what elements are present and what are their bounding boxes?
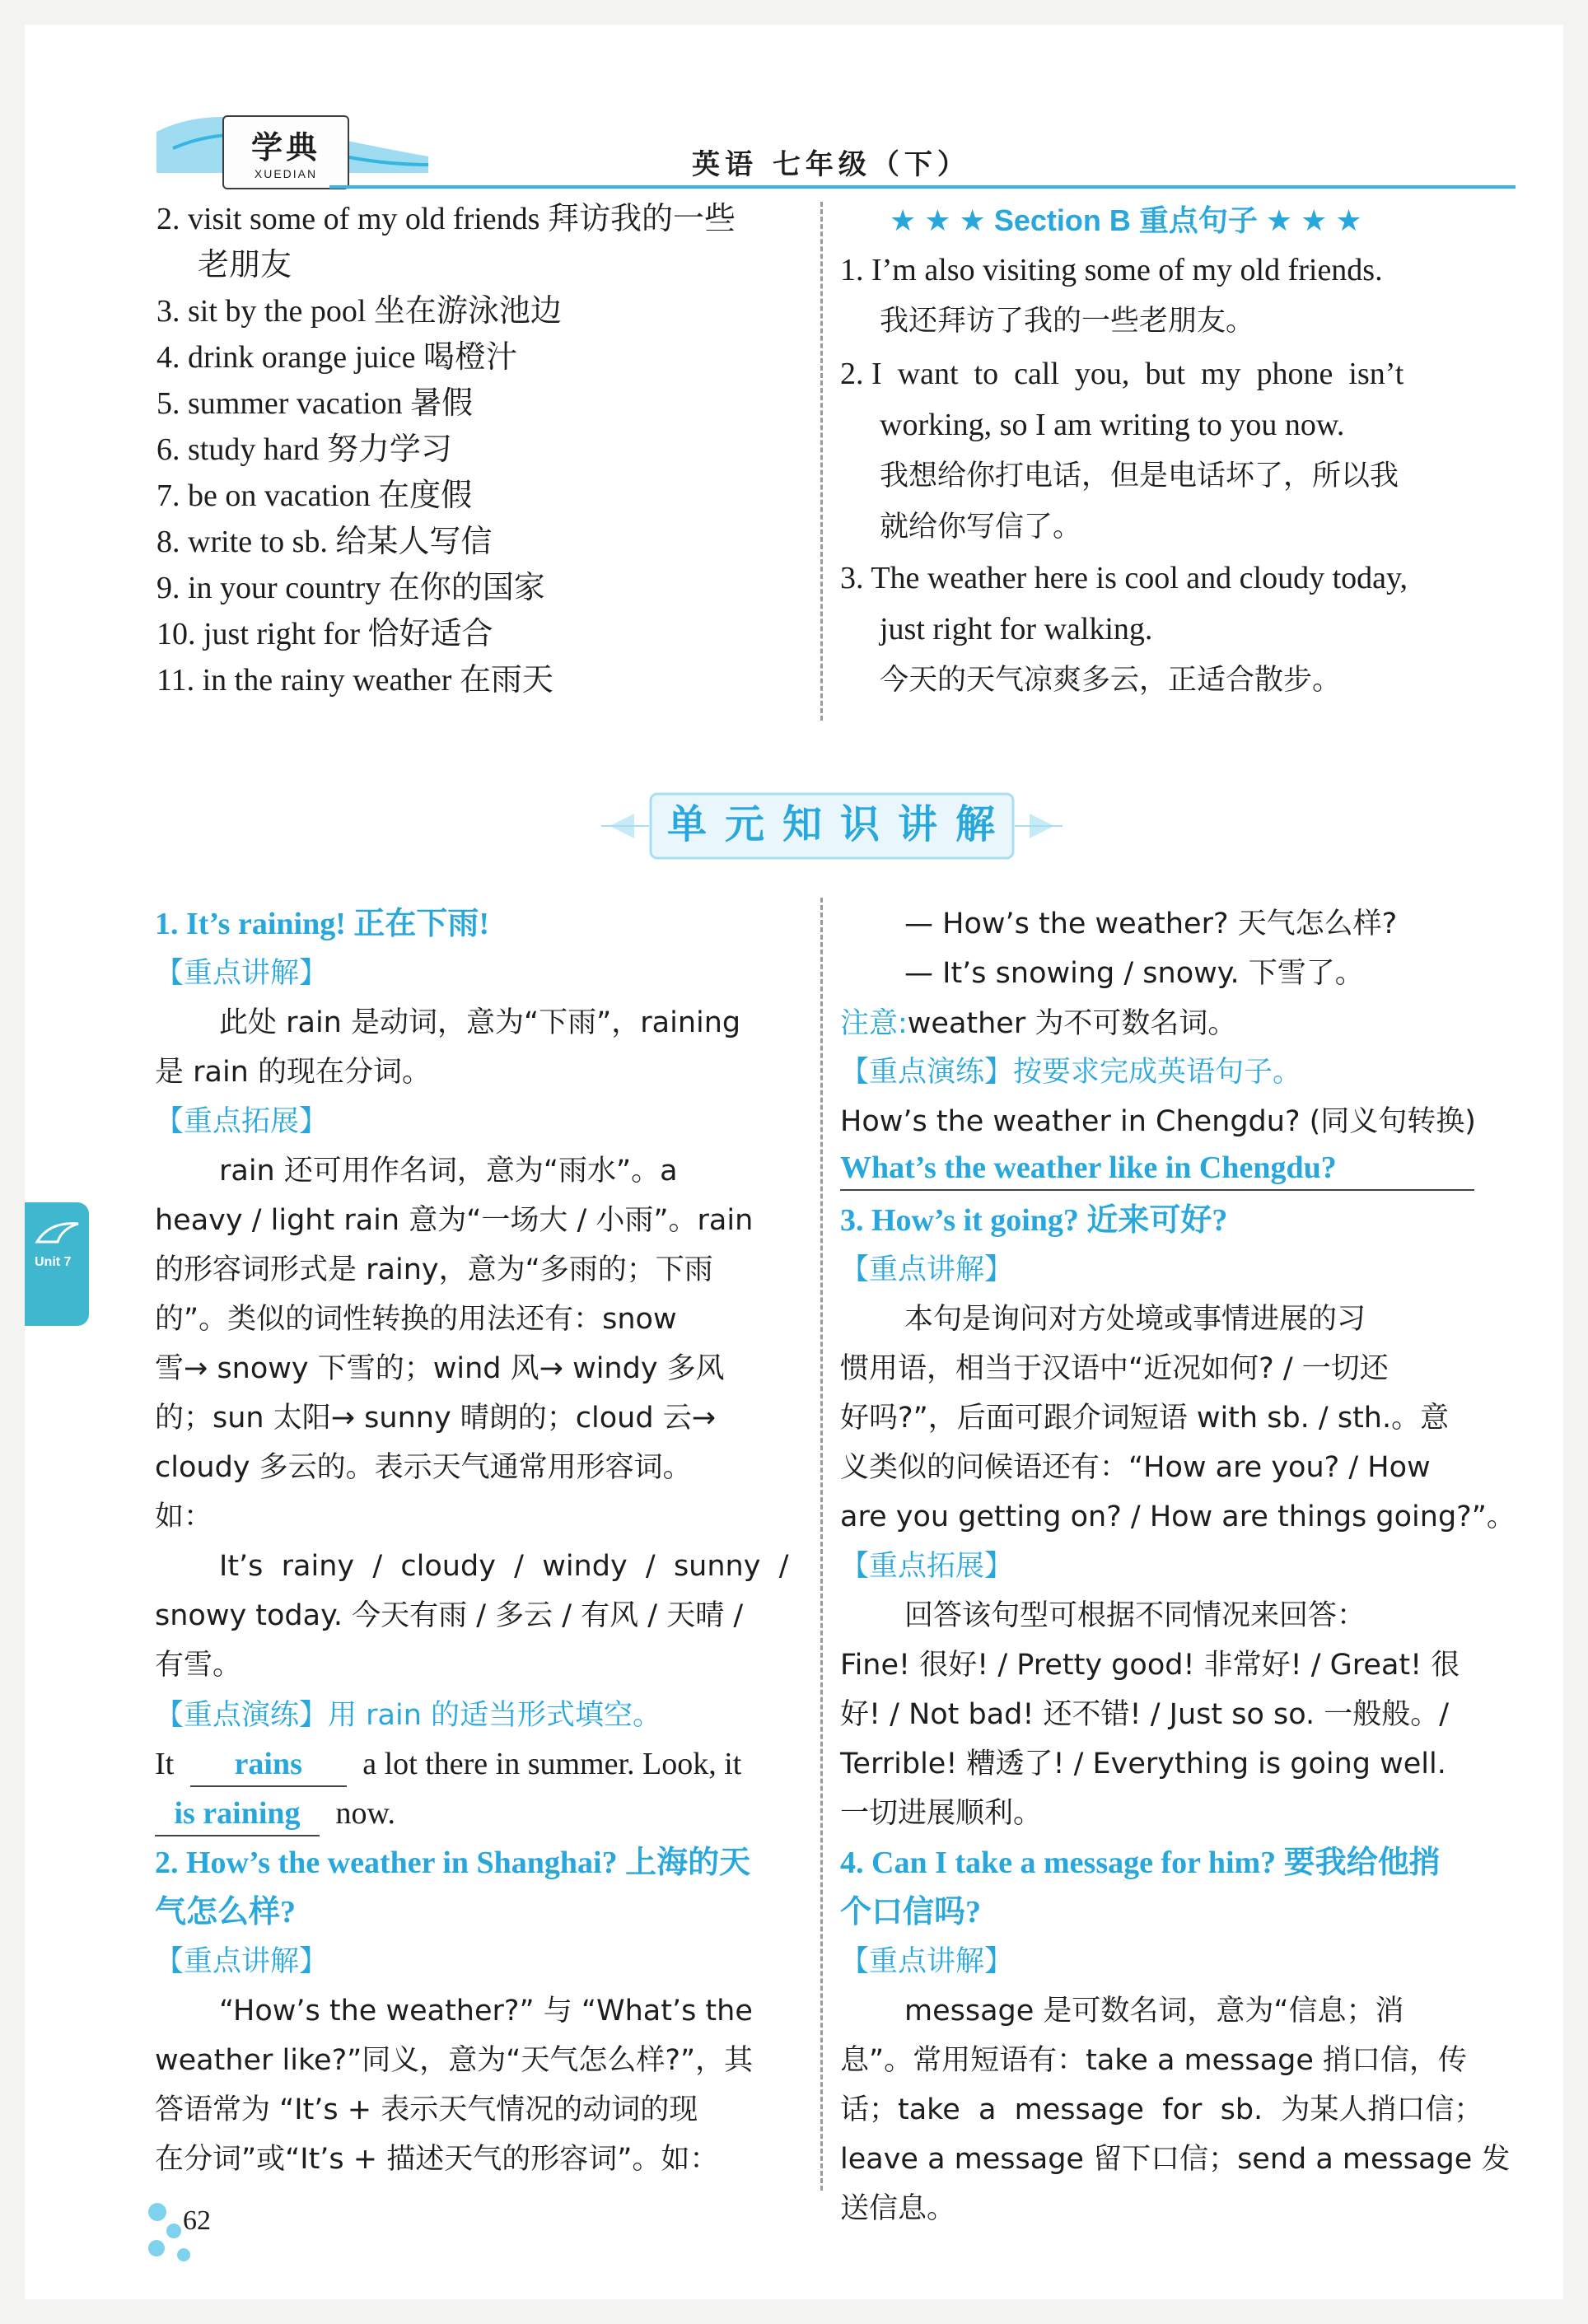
paragraph-line: 话；take a message for sb. 为某人捎口信；: [840, 2093, 1483, 2126]
label-key-extension: 【重点拓展】: [840, 1550, 1014, 1583]
paragraph-line: 的；sun 太阳→ sunny 晴朗的；cloud 云→: [155, 1402, 717, 1435]
phrase-item: 5. summer vacation 暑假: [156, 386, 474, 421]
header-rule: [329, 185, 1516, 189]
exercise-prompt: 用 rain 的适当形式填空。: [328, 1699, 662, 1732]
paragraph-line: 在分词”或“It’s + 描述天气的形容词”。如：: [155, 2143, 719, 2176]
label-key-practice: 【重点演练】按要求完成英语句子。: [840, 1056, 1302, 1089]
exercise-text: How’s the weather in Chengdu? (同义句转换): [840, 1105, 1476, 1138]
paragraph-line: message 是可数名词，意为“信息；消: [904, 1995, 1404, 2028]
paragraph-line: 答语常为 “It’s + 表示天气情况的动词的现: [155, 2093, 698, 2126]
book-title: 英语 七年级（下）: [692, 148, 970, 181]
label-key-explanation: 【重点讲解】: [840, 1945, 1014, 1978]
bottom-column-divider: [820, 898, 823, 2191]
point-heading: 气怎么样?: [155, 1895, 297, 1930]
example-line: snowy today. 今天有雨 / 多云 / 有风 / 天晴 /: [155, 1599, 744, 1632]
paragraph-line: 一切进展顺利。: [840, 1797, 1043, 1830]
paragraph-line: 的”。类似的词性转换的用法还有：snow: [155, 1303, 677, 1336]
label-key-explanation: 【重点讲解】: [840, 1253, 1014, 1286]
phrase-item: 9. in your country 在你的国家: [156, 571, 545, 605]
paragraph-line: weather like?”同义，意为“天气怎么样?”，其: [155, 2044, 754, 2077]
wing-icon: [33, 1217, 82, 1250]
label-key-practice: 【重点演练】: [155, 1699, 329, 1732]
paragraph-line: 的形容词形式是 rainy，意为“多雨的；下雨: [155, 1253, 713, 1286]
answer-blank-2: is raining: [155, 1792, 320, 1836]
phrase-item: 11. in the rainy weather 在雨天: [156, 663, 553, 698]
point-heading: 3. How’s it going? 近来可好?: [840, 1203, 1228, 1238]
paragraph-line: 如：: [155, 1500, 213, 1533]
paragraph-line: 好! / Not bad! 还不错! / Just so so. 一般般。/: [840, 1698, 1450, 1731]
paragraph-line: Fine! 很好! / Pretty good! 非常好! / Great! 很: [840, 1649, 1460, 1682]
phrase-item: 老朋友: [198, 248, 292, 282]
example-line: 有雪。: [155, 1649, 242, 1682]
sentence-translation: 我还拜访了我的一些老朋友。: [880, 305, 1255, 338]
phrase-item: 2. visit some of my old friends 拜访我的一些: [156, 202, 736, 236]
phrase-item: 10. just right for 恰好适合: [156, 617, 493, 651]
point-heading: 个口信吗?: [840, 1895, 982, 1930]
publisher-logo: 学典 XUEDIAN: [222, 115, 349, 189]
page-number: 62: [183, 2205, 211, 2236]
example-line: — How’s the weather? 天气怎么样?: [904, 908, 1398, 940]
exercise-line-1: [155, 1743, 741, 1787]
unit-label: Unit 7: [35, 1255, 72, 1269]
paragraph-line: 义类似的问候语还有：“How are you? / How: [840, 1451, 1431, 1484]
sentence-line: just right for walking.: [880, 612, 1153, 646]
paragraph-line: “How’s the weather?” 与 “What’s the: [219, 1995, 753, 2028]
sentence-translation: 我想给你打电话，但是电话坏了，所以我: [880, 460, 1399, 492]
paragraph-line: 回答该句型可根据不同情况来回答：: [904, 1599, 1366, 1632]
paragraph-line: leave a message 留下口信；send a message 发: [840, 2143, 1511, 2176]
label-key-explanation: 【重点讲解】: [155, 957, 329, 990]
paragraph-line: 本句是询问对方处境或事情进展的习: [904, 1303, 1366, 1336]
label-key-extension: 【重点拓展】: [155, 1105, 329, 1138]
page: [25, 25, 1563, 2299]
sentence-line: 1. I’m also visiting some of my old friends.: [840, 253, 1383, 287]
sentence-line: 2. I want to call you, but my phone isn’t: [840, 357, 1404, 391]
exercise-text: a lot there in summer. Look, it: [362, 1747, 742, 1781]
example-line: — It’s snowing / snowy. 下雪了。: [904, 957, 1364, 990]
paragraph-line: 好吗?”，后面可跟介词短语 with sb. / sth.。意: [840, 1402, 1450, 1435]
paragraph-line: 送信息。: [840, 2192, 956, 2225]
paragraph-line: 雪→ snowy 下雪的；wind 风→ windy 多风: [155, 1352, 725, 1385]
paragraph-line: 此处 rain 是动词，意为“下雨”，raining: [219, 1006, 741, 1039]
note-text: weather 为不可数名词。: [907, 1007, 1237, 1040]
phrase-item: 3. sit by the pool 坐在游泳池边: [156, 294, 562, 329]
sentence-line: 3. The weather here is cool and cloudy today,: [840, 561, 1408, 595]
answer-line: What’s the weather like in Chengdu?: [840, 1146, 1474, 1191]
point-heading: 4. Can I take a message for him? 要我给他捎: [840, 1846, 1441, 1880]
answer-blank-1: rains: [190, 1743, 347, 1787]
paragraph-line: 是 rain 的现在分词。: [155, 1056, 431, 1089]
unit-side-tab: [25, 1202, 89, 1326]
top-column-divider: [820, 202, 823, 721]
note-line: [840, 1001, 1236, 1045]
paragraph-line: rain 还可用作名词，意为“雨水”。a: [219, 1155, 678, 1188]
phrase-item: 8. write to sb. 给某人写信: [156, 525, 493, 559]
exercise-text: It: [155, 1747, 175, 1781]
paragraph-line: are you getting on? / How are things going?”。: [840, 1500, 1516, 1533]
exercise-line-2: [155, 1792, 395, 1836]
phrase-item: 7. be on vacation 在度假: [156, 478, 473, 513]
sentence-translation: 今天的天气凉爽多云，正适合散步。: [880, 664, 1342, 697]
label-key-explanation: 【重点讲解】: [155, 1945, 329, 1978]
sentence-translation: 就给你写信了。: [880, 511, 1082, 544]
section-banner-title: 单元知识讲解: [666, 801, 1013, 847]
paragraph-line: 息”。常用短语有：take a message 捎口信，传: [840, 2044, 1467, 2077]
paragraph-line: cloudy 多云的。表示天气通常用形容词。: [155, 1451, 692, 1484]
paragraph-line: 惯用语，相当于汉语中“近况如何? / 一切还: [840, 1352, 1389, 1385]
page-header: [25, 25, 1563, 181]
sentence-line: working, so I am writing to you now.: [880, 408, 1345, 442]
note-label: 注意:: [840, 1007, 908, 1040]
point-heading: 2. How’s the weather in Shanghai? 上海的天: [155, 1846, 751, 1880]
paragraph-line: heavy / light rain 意为“一场大 / 小雨”。rain: [155, 1204, 754, 1237]
section-b-title: ★ ★ ★ Section B 重点句子 ★ ★ ★: [890, 203, 1362, 237]
paragraph-line: Terrible! 糟透了! / Everything is going well.: [840, 1748, 1446, 1780]
example-line: It’s rainy / cloudy / windy / sunny /: [219, 1550, 789, 1583]
exercise-instruction: [155, 1693, 661, 1737]
phrase-item: 6. study hard 努力学习: [156, 432, 452, 467]
phrase-item: 4. drink orange juice 喝橙汁: [156, 340, 517, 375]
point-heading: 1. It’s raining! 正在下雨!: [155, 907, 490, 941]
exercise-text: now.: [335, 1796, 395, 1831]
